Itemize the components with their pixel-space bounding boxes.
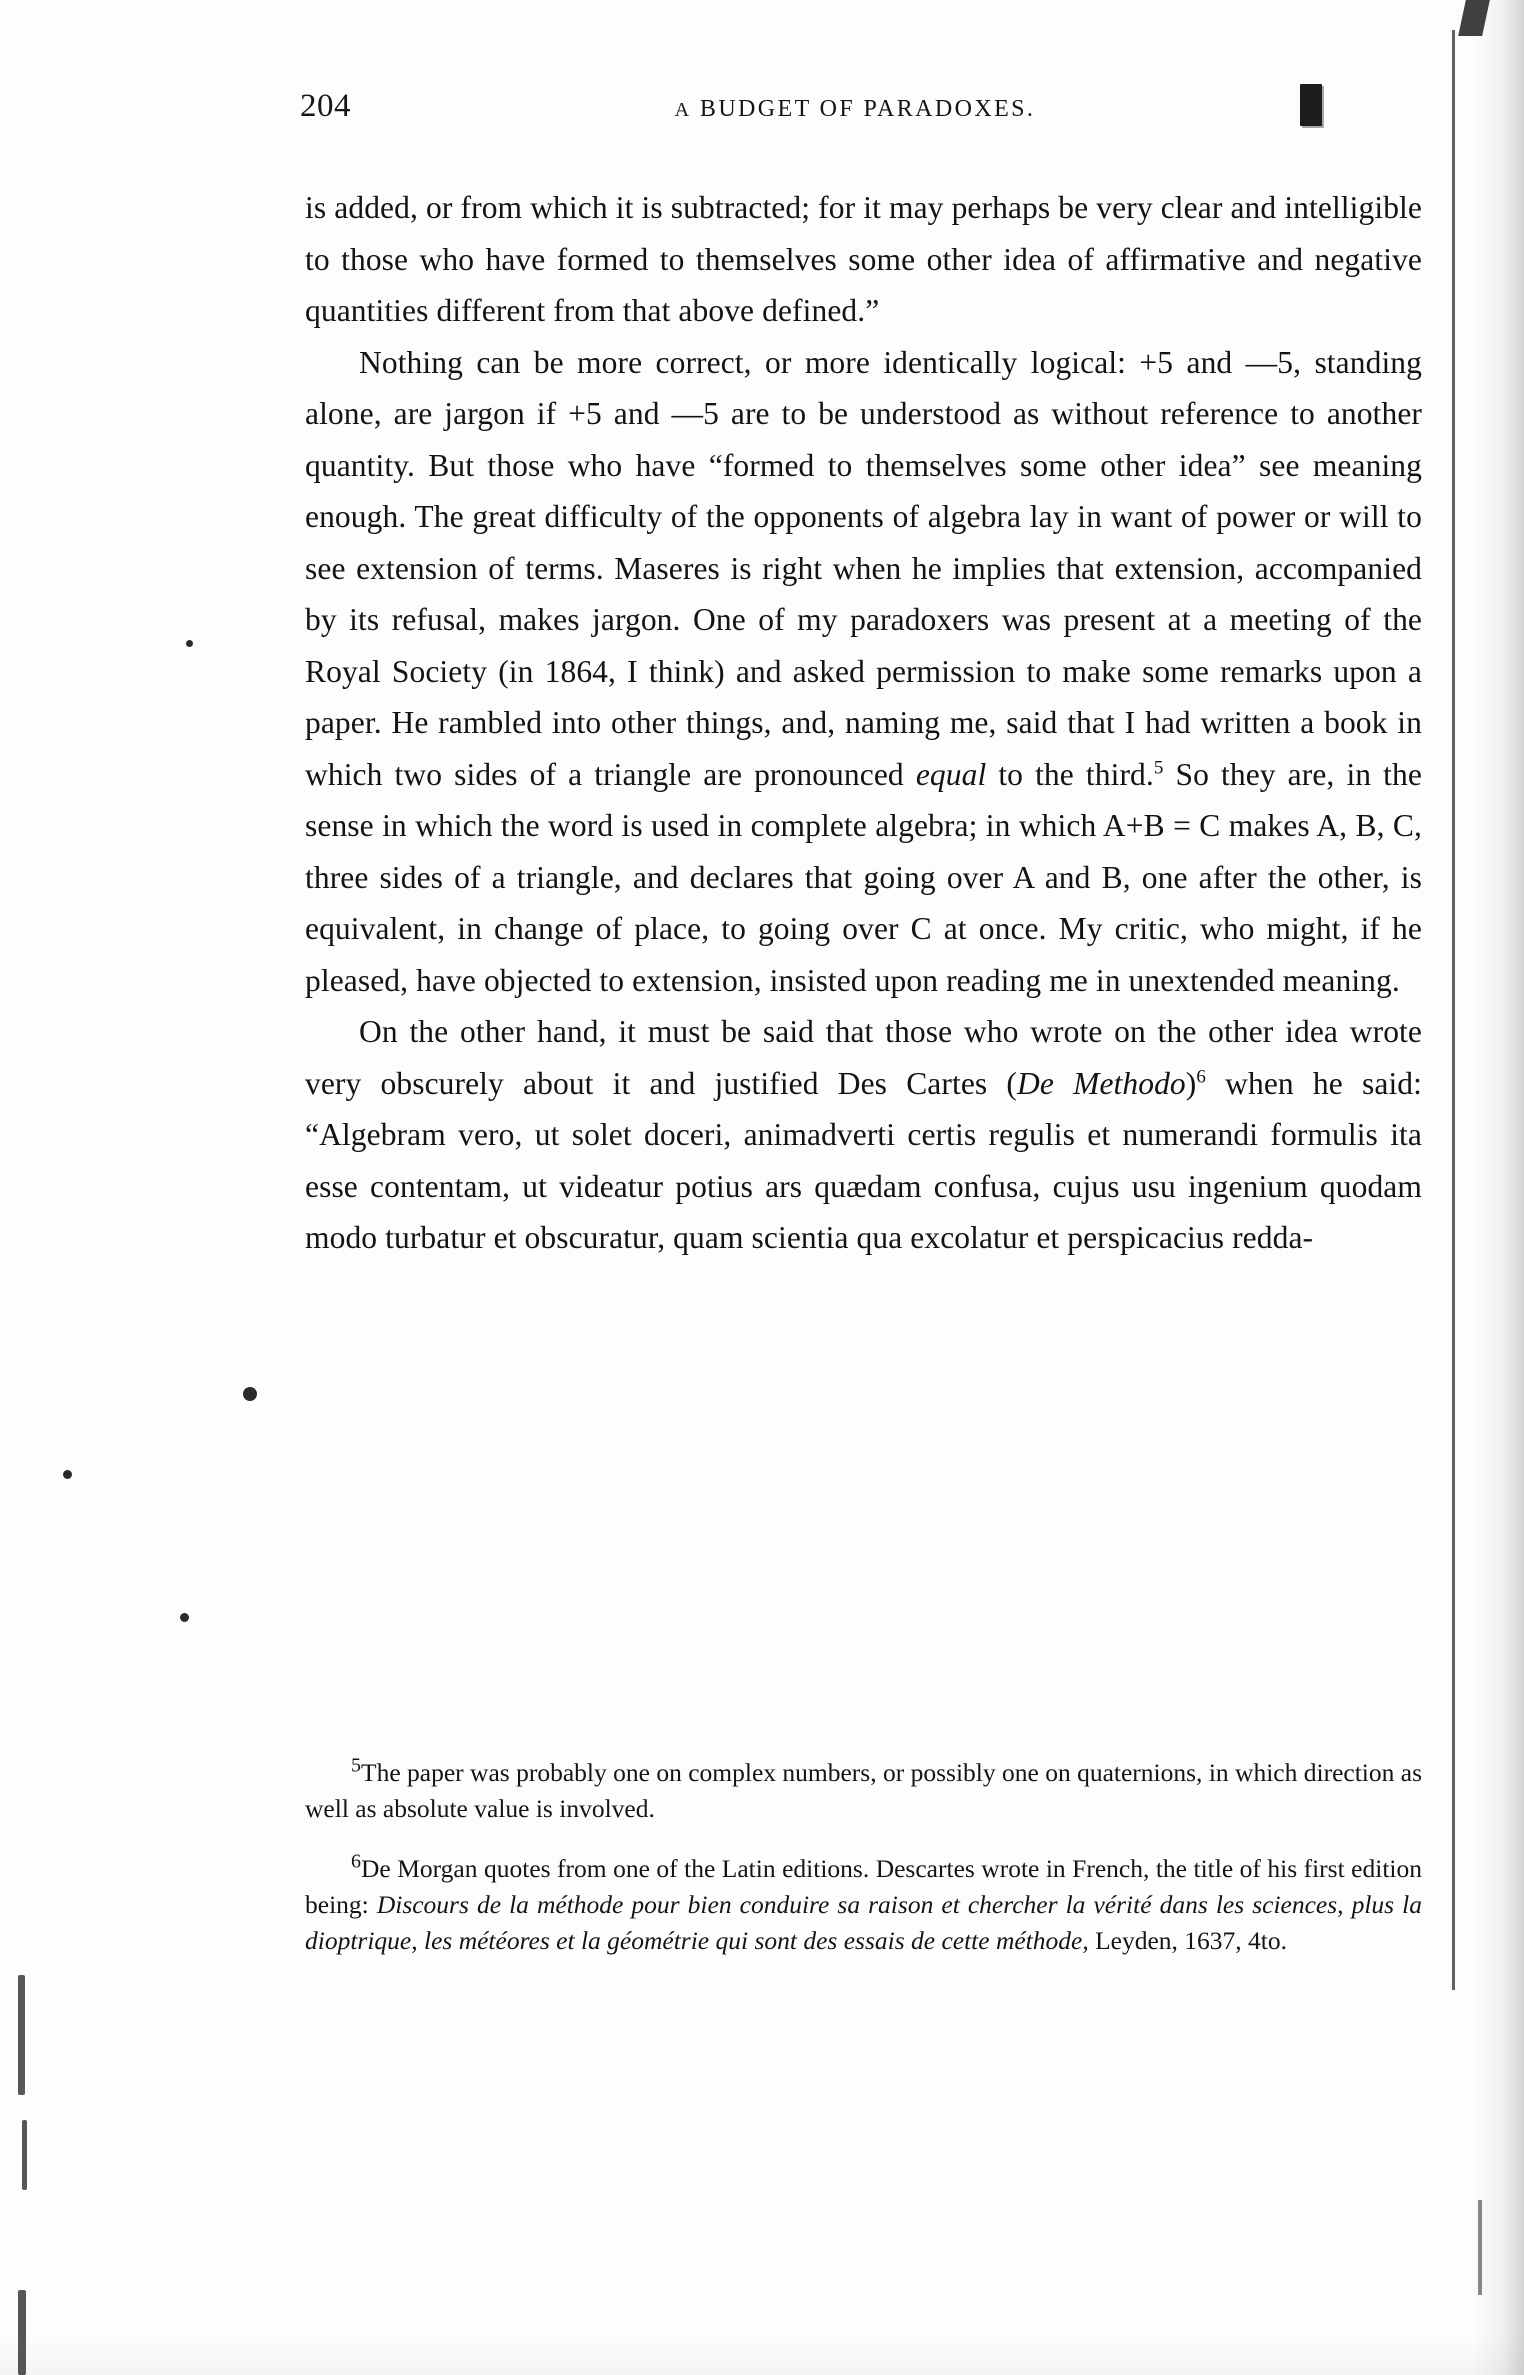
ink-speck: [63, 1470, 72, 1479]
footnote-marker: 6: [351, 1850, 361, 1873]
paragraph: [305, 1006, 1422, 1264]
italic-title: Discours de la méthode pour bien conduire sa raison et chercher la vérité dans les sciences, plus la dioptrique, les météores et la géométrie qui sont des essais de cette méthode,: [305, 1890, 1422, 1955]
running-title-text: BUDGET OF PARADOXES.: [699, 96, 1036, 122]
page-edge-shadow: [1472, 0, 1524, 2375]
running-title-lead: A: [674, 99, 692, 121]
text-run: So they are, in the sense in which the word is used in complete algebra; in which A+B = C makes A, B, C, three sides of a triangle, and declares that going over A and B, one after the other, is equivalent, in change of place, to going over C at once. My critic, who might, if he pleased, have objected to extension, insisted upon reading me in unextended meaning.: [305, 756, 1422, 998]
text-run: ): [1185, 1065, 1197, 1101]
ink-speck: [180, 1613, 189, 1622]
page-number: 204: [300, 88, 351, 124]
page-right-rule: [1452, 30, 1455, 1990]
footnote-reference: 5: [1153, 757, 1164, 778]
paragraph: is added, or from which it is subtracted; for it may perhaps be very clear and intelligible to those who have formed to themselves some other idea of affirmative and negative quantities different from that above defined.”: [305, 190, 1422, 328]
binding-mark: [18, 2290, 26, 2375]
page-bottom-shadow: [0, 2335, 1524, 2375]
footnote-body: The paper was probably one on complex numbers, or possibly one on quaternions, in which direction as well as absolute value is involved.: [305, 1758, 1422, 1823]
italic-phrase: equal: [915, 756, 987, 792]
text-run: On the other hand, it must be said that those who wrote on the other idea wrote very obscurely about it and justified Des Cartes (: [305, 1014, 1422, 1101]
binding-mark: [1478, 2200, 1482, 2295]
ink-speck: [243, 1387, 257, 1401]
running-title: [300, 96, 1410, 123]
paragraph: [305, 337, 1422, 1007]
binding-mark: [18, 1975, 25, 2095]
footnote-body: [305, 1854, 1422, 1955]
text-run: Leyden, 1637, 4to.: [1088, 1926, 1288, 1955]
footnote-marker: 5: [351, 1754, 361, 1777]
body-text-block: [305, 182, 1422, 1264]
binding-mark-top: [1458, 0, 1490, 36]
footnote: [305, 1851, 1422, 1959]
footnote-reference: 6: [1196, 1066, 1206, 1087]
italic-phrase: De Methodo: [1017, 1065, 1186, 1101]
text-run: to the third.: [986, 756, 1154, 792]
text-run: De Morgan quotes from one of the Latin editions. Descartes wrote in French, the title of his first edition being:: [305, 1854, 1422, 1919]
ink-speck: [186, 640, 193, 647]
text-run: when he said: “Algebram vero, ut solet doceri, animadverti certis regulis et numerandi formulis ita esse contentam, ut videatur potius ars quædam confusa, cujus usu ingenium quodam modo turbatur et obscuratur, quam scientia qua excolatur et perspicacius redda-: [305, 1065, 1422, 1255]
footnote: [305, 1755, 1422, 1827]
binding-mark: [22, 2120, 27, 2190]
page-corner-mark: [1300, 84, 1322, 126]
page-header: [300, 78, 1410, 124]
footnote-section: [305, 1755, 1422, 1959]
text-run: Nothing can be more correct, or more identically logical: +5 and —5, standing alone, are jargon if +5 and —5 are to be understood as without reference to another quantity. But those who have “formed to themselves some other idea” see meaning enough. The great difficulty of the opponents of algebra lay in want of power or will to see extension of terms. Maseres is right when he implies that extension, accompanied by its refusal, makes jargon. One of my paradoxers was present at a meeting of the Royal Society (in 1864, I think) and asked permission to make some remarks upon a paper. He rambled into other things, and, naming me, said that I had written a book in which two sides of a triangle are pronounced: [305, 344, 1422, 792]
